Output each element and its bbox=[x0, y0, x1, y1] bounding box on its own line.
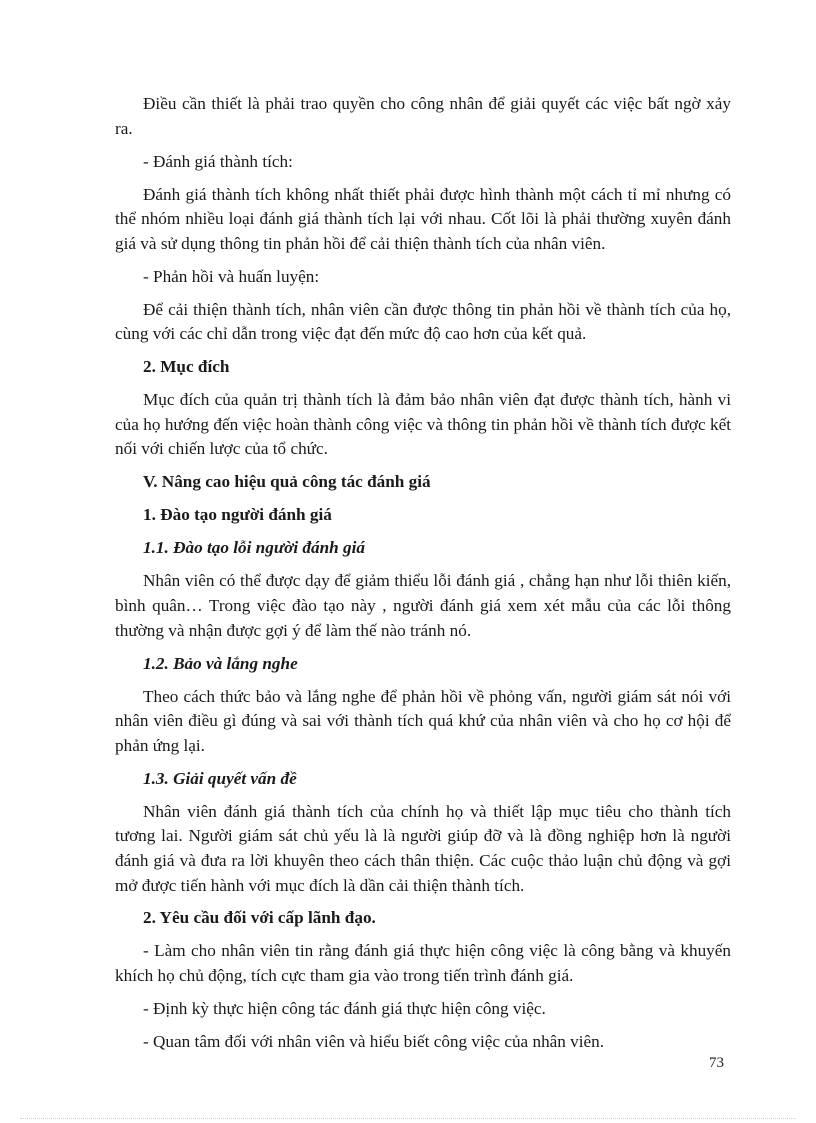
page-bottom-divider bbox=[20, 1118, 796, 1119]
section-heading: 2. Mục đích bbox=[143, 357, 230, 377]
body-paragraph: Điều cần thiết là phải trao quyền cho công nhân để giải quyết các việc bất ngờ xảy ra. bbox=[115, 94, 731, 138]
subsection-heading: 1.2. Bảo và lắng nghe bbox=[143, 653, 298, 673]
document-page bbox=[115, 92, 731, 1063]
body-paragraph: Nhân viên đánh giá thành tích của chính họ và thiết lập mục tiêu cho thành tích tương lai. Người giám sát chủ yếu là là người giúp đỡ và là đồng nghiệp hơn là người đánh giá và đưa ra lời khuyên theo cách thân thiện. Các cuộc thảo luận chủ động và gợi mở được tiến hành với mục đích là dần cải thiện thành tích. bbox=[115, 801, 731, 895]
body-paragraph: Mục đích của quản trị thành tích là đảm bảo nhân viên đạt được thành tích, hành vi của họ hướng đến việc hoàn thành công việc và thông tin phản hồi về thành tích được kết nối với chiến lược của tổ chức. bbox=[115, 390, 731, 459]
body-paragraph: Nhân viên có thể được dạy để giảm thiểu lỗi đánh giá , chẳng hạn như lỗi thiên kiến, bình quân… Trong việc đào tạo này , người đánh giá xem xét mẫu của các lỗi thông thường và nhận được gợi ý để làm thế nào tránh nó. bbox=[115, 571, 731, 640]
list-item: - Định kỳ thực hiện công tác đánh giá thực hiện công việc. bbox=[143, 999, 546, 1019]
section-heading: 1. Đào tạo người đánh giá bbox=[143, 505, 332, 525]
page-number: 73 bbox=[709, 1055, 724, 1071]
body-paragraph: Đánh giá thành tích không nhất thiết phải được hình thành một cách tỉ mỉ nhưng có thể nhóm nhiều loại đánh giá thành tích lại với nhau. Cốt lõi là phải thường xuyên đánh giá và sử dụng thông tin phản hồi để cải thiện thành tích của nhân viên. bbox=[115, 184, 731, 253]
subsection-heading: 1.1. Đào tạo lỗi người đánh giá bbox=[143, 538, 365, 558]
body-paragraph: Để cải thiện thành tích, nhân viên cần được thông tin phản hồi về thành tích của họ, cùng với các chỉ dẫn trong việc đạt đến mức độ cao hơn của kết quả. bbox=[115, 299, 731, 344]
section-heading: V. Nâng cao hiệu quả công tác đánh giá bbox=[143, 472, 431, 492]
list-item: - Phản hồi và huấn luyện: bbox=[143, 266, 320, 286]
body-paragraph: Theo cách thức bảo và lắng nghe để phản hồi về phỏng vấn, người giám sát nói với nhân viên điều gì đúng và sai với thành tích quá khứ của nhân viên và cho họ cơ hội để phản ứng lại. bbox=[115, 686, 731, 755]
list-item: - Đánh giá thành tích: bbox=[143, 151, 293, 171]
subsection-heading: 1.3. Giải quyết vấn đề bbox=[143, 768, 297, 788]
list-item: - Làm cho nhân viên tin rằng đánh giá thực hiện công việc là công bằng và khuyến khích họ chủ động, tích cực tham gia vào trong tiến trình đánh giá. bbox=[115, 941, 731, 986]
list-item: - Quan tâm đối với nhân viên và hiểu biết công việc của nhân viên. bbox=[143, 1032, 605, 1052]
section-heading: 2. Yêu cầu đối với cấp lãnh đạo. bbox=[143, 908, 376, 928]
